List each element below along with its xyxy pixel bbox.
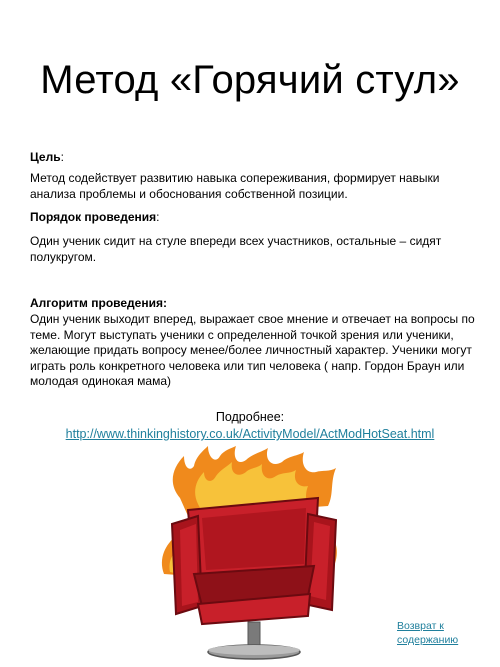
more-link[interactable]: http://www.thinkinghistory.co.uk/ActivityModel/ActModHotSeat.html bbox=[65, 427, 435, 441]
page-title: Метод «Горячий стул» bbox=[40, 58, 460, 102]
goal-colon: : bbox=[60, 150, 64, 164]
goal-label: Цель bbox=[30, 150, 61, 164]
procedure-text: Один ученик сидит на стуле впереди всех участников, остальные – сидят полукругом. bbox=[30, 234, 442, 264]
goal-heading bbox=[30, 150, 475, 166]
procedure-label: Порядок проведения bbox=[30, 210, 157, 224]
back-to-contents-link[interactable]: Возврат к содержанию bbox=[397, 620, 459, 646]
procedure-colon: : bbox=[156, 210, 160, 224]
more-label: Подробнее: bbox=[215, 410, 285, 424]
algorithm-text: Один ученик выходит вперед, выражает свое мнение и отвечает на вопросы по теме. Могут выступать ученики с определенной точкой зрения или ученики, желающие придать вопросу менее/более личностный характер. Ученики могут играть роль конкретного человека или тип человека ( напр. Гордон Браун или молодая одинокая мама) bbox=[30, 312, 475, 388]
goal-text: Метод содействует развитию навыка сопереживания, формирует навыки анализа проблемы и обоснования собственной позиции. bbox=[30, 171, 440, 201]
procedure-heading bbox=[30, 210, 475, 226]
hot-seat-chair-icon bbox=[158, 446, 348, 662]
algorithm-label: Алгоритм проведения: bbox=[30, 296, 167, 310]
